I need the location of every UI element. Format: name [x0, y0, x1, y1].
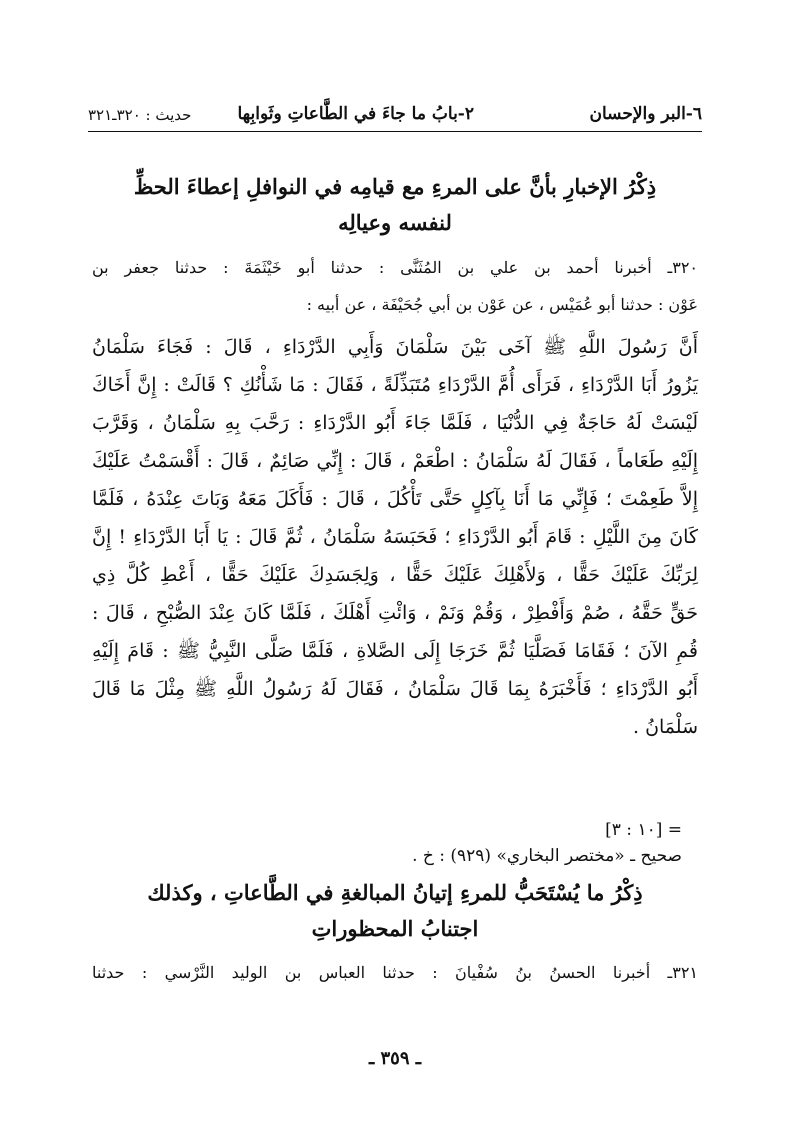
hadith-320-isnad-line-1: ٣٢٠ـ أخبرنا أحمد بن علي بن المُثَنَّى : حدثنا أبو خَيْثَمَةَ : حدثنا جعفر بن: [92, 258, 698, 277]
hadith-320-text-line: إِلَيْهِ طَعَاماً ، فَقَالَ لَهُ سَلْمَانُ : اطْعَمْ ، قَالَ : إِنِّي صَائِمٌ ، قَالَ : أَقْسَمْتُ عَلَيْكَ: [92, 450, 698, 472]
hadith-320-reference: = [١٠ : ٣]: [605, 820, 682, 840]
hadith-320-text-line: حَقٍّ حَقَّهُ ، صُمْ وَأَفْطِرْ ، وَقُمْ وَنَمْ ، وَائْتِ أَهْلَكَ ، فَلَمَّا كَانَ عِنْدَ الصُّبْحِ ، قَالَ :: [92, 602, 699, 624]
heading-1-line-2: لنفسه وعيالِه: [338, 210, 452, 235]
hadith-320-isnad-line-2: عَوْن : حدثنا أبو عُمَيْس ، عن عَوْن بن أبي جُحَيْفَة ، عن أبيه :: [306, 295, 698, 314]
section-title: ٢-بابُ ما جاءَ في الطَّاعاتِ وثَوابِها: [237, 104, 474, 124]
page-number: ـ ٣٥٩ ـ: [368, 1048, 422, 1069]
hadith-320-text-line: أَبُو الدَّرْدَاءِ ؛ فَأَخْبَرَهُ بِمَا قَالَ سَلْمَانُ ، فَقَالَ لَهُ رَسُولُ اللَّهِ ﷺ مِثْلَ مَا قَالَ: [92, 678, 698, 700]
heading-1-line-1: ذِكْرُ الإخبارِ بأنَّ على المرءِ مع قيامِه في النوافلِ إعطاءَ الحظِّ: [133, 174, 657, 199]
hadith-range: حديث : ٣٢٠ـ٣٢١: [88, 106, 192, 124]
hadith-320-text-line: كَانَ مِنَ اللَّيْلِ : قَامَ أَبُو الدَّرْدَاءِ ؛ فَحَبَسَهُ سَلْمَانُ ، ثُمَّ قَالَ : يَا أَبَا الدَّرْدَاءِ ! إِنَّ: [92, 526, 698, 548]
hadith-320-grade: صحيح ـ «مختصر البخاري» (٩٢٩) : خ .: [412, 846, 682, 866]
header-rule: [88, 131, 702, 132]
hadith-320-text-line: قُمِ الآنَ ؛ فَقَامَا فَصَلَّيَا ثُمَّ خَرَجَا إِلَى الصَّلاةِ ، فَلَمَّا صَلَّى النَّبِيُّ ﷺ : قَامَ إِلَيْهِ: [92, 640, 698, 662]
hadith-320-text-line-last: سَلْمَانُ .: [632, 716, 698, 738]
hadith-320-text-line: أَنَّ رَسُولَ اللَّهِ ﷺ آخَى بَيْنَ سَلْمَانَ وَأَبِي الدَّرْدَاءِ ، قَالَ : فَجَاءَ سَلْمَانُ: [92, 336, 698, 358]
hadith-320-text-line: يَزُورُ أَبَا الدَّرْدَاءِ ، فَرَأَى أُمَّ الدَّرْدَاءِ مُتَبَذِّلَةً ، فَقَالَ : مَا شَأْنُكِ ؟ قَالَتْ : إِنَّ أَخَاكَ: [92, 374, 698, 396]
hadith-321-isnad-line-1: ٣٢١ـ أخبرنا الحسنُ بنُ سُفْيانَ : حدثنا العباس بن الوليد النَّرْسي : حدثنا: [92, 963, 698, 982]
heading-2-line-1: ذِكْرُ ما يُسْتَحَبُّ للمرءِ إتيانُ المبالغةِ في الطَّاعاتِ ، وكذلك: [147, 880, 643, 905]
heading-2-line-2: اجتنابُ المحظوراتِ: [311, 916, 479, 941]
hadith-320-text-line: لِرَبِّكَ عَلَيْكَ حَقًّا ، وَلأَهْلِكَ عَلَيْكَ حَقًّا ، وَلِجَسَدِكَ عَلَيْكَ حَقًّا ، أَعْطِ كُلَّ ذِي: [92, 564, 698, 586]
hadith-320-text-line: لَيْسَتْ لَهُ حَاجَةٌ فِي الدُّنْيَا ، فَلَمَّا جَاءَ أَبُو الدَّرْدَاءِ : رَحَّبَ بِهِ سَلْمَانُ ، وَقَرَّبَ: [92, 412, 698, 434]
running-head: [88, 100, 702, 132]
hadith-320-text-line: إِلاَّ طَعِمْتَ ؛ فَإِنِّي مَا أَنَا بِآكِلٍ حَتَّى تَأْكُلَ ، قَالَ : فَأَكَلَ مَعَهُ وَبَاتَ عِنْدَهُ ، فَلَمَّا: [92, 488, 698, 510]
chapter-title: ٦-البر والإحسان: [589, 104, 702, 124]
